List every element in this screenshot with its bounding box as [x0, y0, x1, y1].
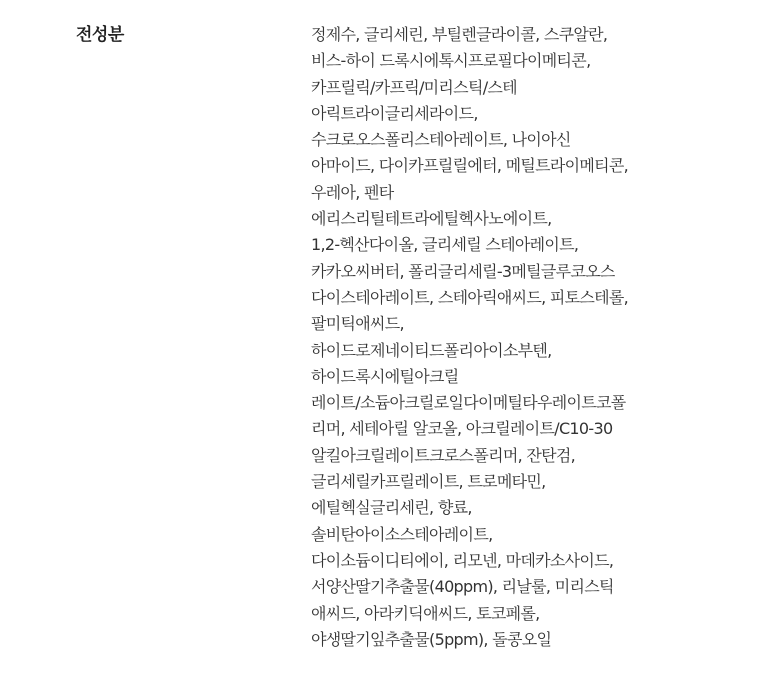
ingredient-line: 정제수, 글리세린, 부틸렌글라이콜, 스쿠알란,	[311, 25, 608, 44]
ingredient-line: 알킬아크릴레이트크로스폴리머, 잔탄검,	[311, 445, 576, 465]
ingredient-line: 에리스리틸테트라에틸헥사노에이트,	[311, 209, 552, 229]
section-label: 전성분	[76, 25, 124, 45]
ingredient-line: 서양산딸기추출물(40ppm), 리날룰, 미리스틱	[311, 577, 614, 597]
ingredient-line: 비스-하이 드록시에톡시프로필다이메티콘,	[311, 51, 591, 71]
ingredient-line: 야생딸기잎추출물(5ppm), 돌콩오일	[311, 629, 552, 649]
ingredient-line: 애씨드, 아라키딕애씨드, 토코페롤,	[311, 603, 540, 623]
ingredient-line: 우레아, 펜타	[311, 182, 394, 202]
ingredient-line: 수크로오스폴리스테아레이트, 나이아신	[311, 130, 571, 150]
ingredient-line: 팔미틱애씨드,	[311, 314, 404, 334]
ingredient-line: 리머, 세테아릴 알코올, 아크릴레이트/C10-30	[311, 419, 613, 439]
ingredient-line: 카카오씨버터, 폴리글리세릴-3메틸글루코오스	[311, 261, 615, 281]
ingredient-line: 솔비탄아이소스테아레이트,	[311, 524, 493, 544]
ingredient-line: 아마이드, 다이카프릴릴에터, 메틸트라이메티콘,	[311, 156, 629, 176]
ingredient-list	[311, 22, 751, 653]
ingredient-line: 하이드록시에틸아크릴	[311, 366, 459, 386]
ingredient-line: 하이드로제네이티드폴리아이소부텐,	[311, 340, 552, 360]
ingredient-line: 다이소듐이디티에이, 리모넨, 마데카소사이드,	[311, 550, 614, 570]
ingredient-line: 아릭트라이글리세라이드,	[311, 103, 478, 123]
ingredient-line: 1,2-헥산다이올, 글리세릴 스테아레이트,	[311, 235, 579, 255]
ingredient-line: 다이스테아레이트, 스테아릭애씨드, 피토스테롤,	[311, 287, 629, 307]
ingredient-line: 레이트/소듐아크릴로일다이메틸타우레이트코폴	[311, 393, 626, 413]
ingredient-line: 카프릴릭/카프릭/미리스틱/스테	[311, 77, 517, 97]
ingredient-line: 글리세릴카프릴레이트, 트로메타민,	[311, 472, 546, 492]
ingredient-line: 에틸헥실글리세린, 향료,	[311, 498, 472, 518]
